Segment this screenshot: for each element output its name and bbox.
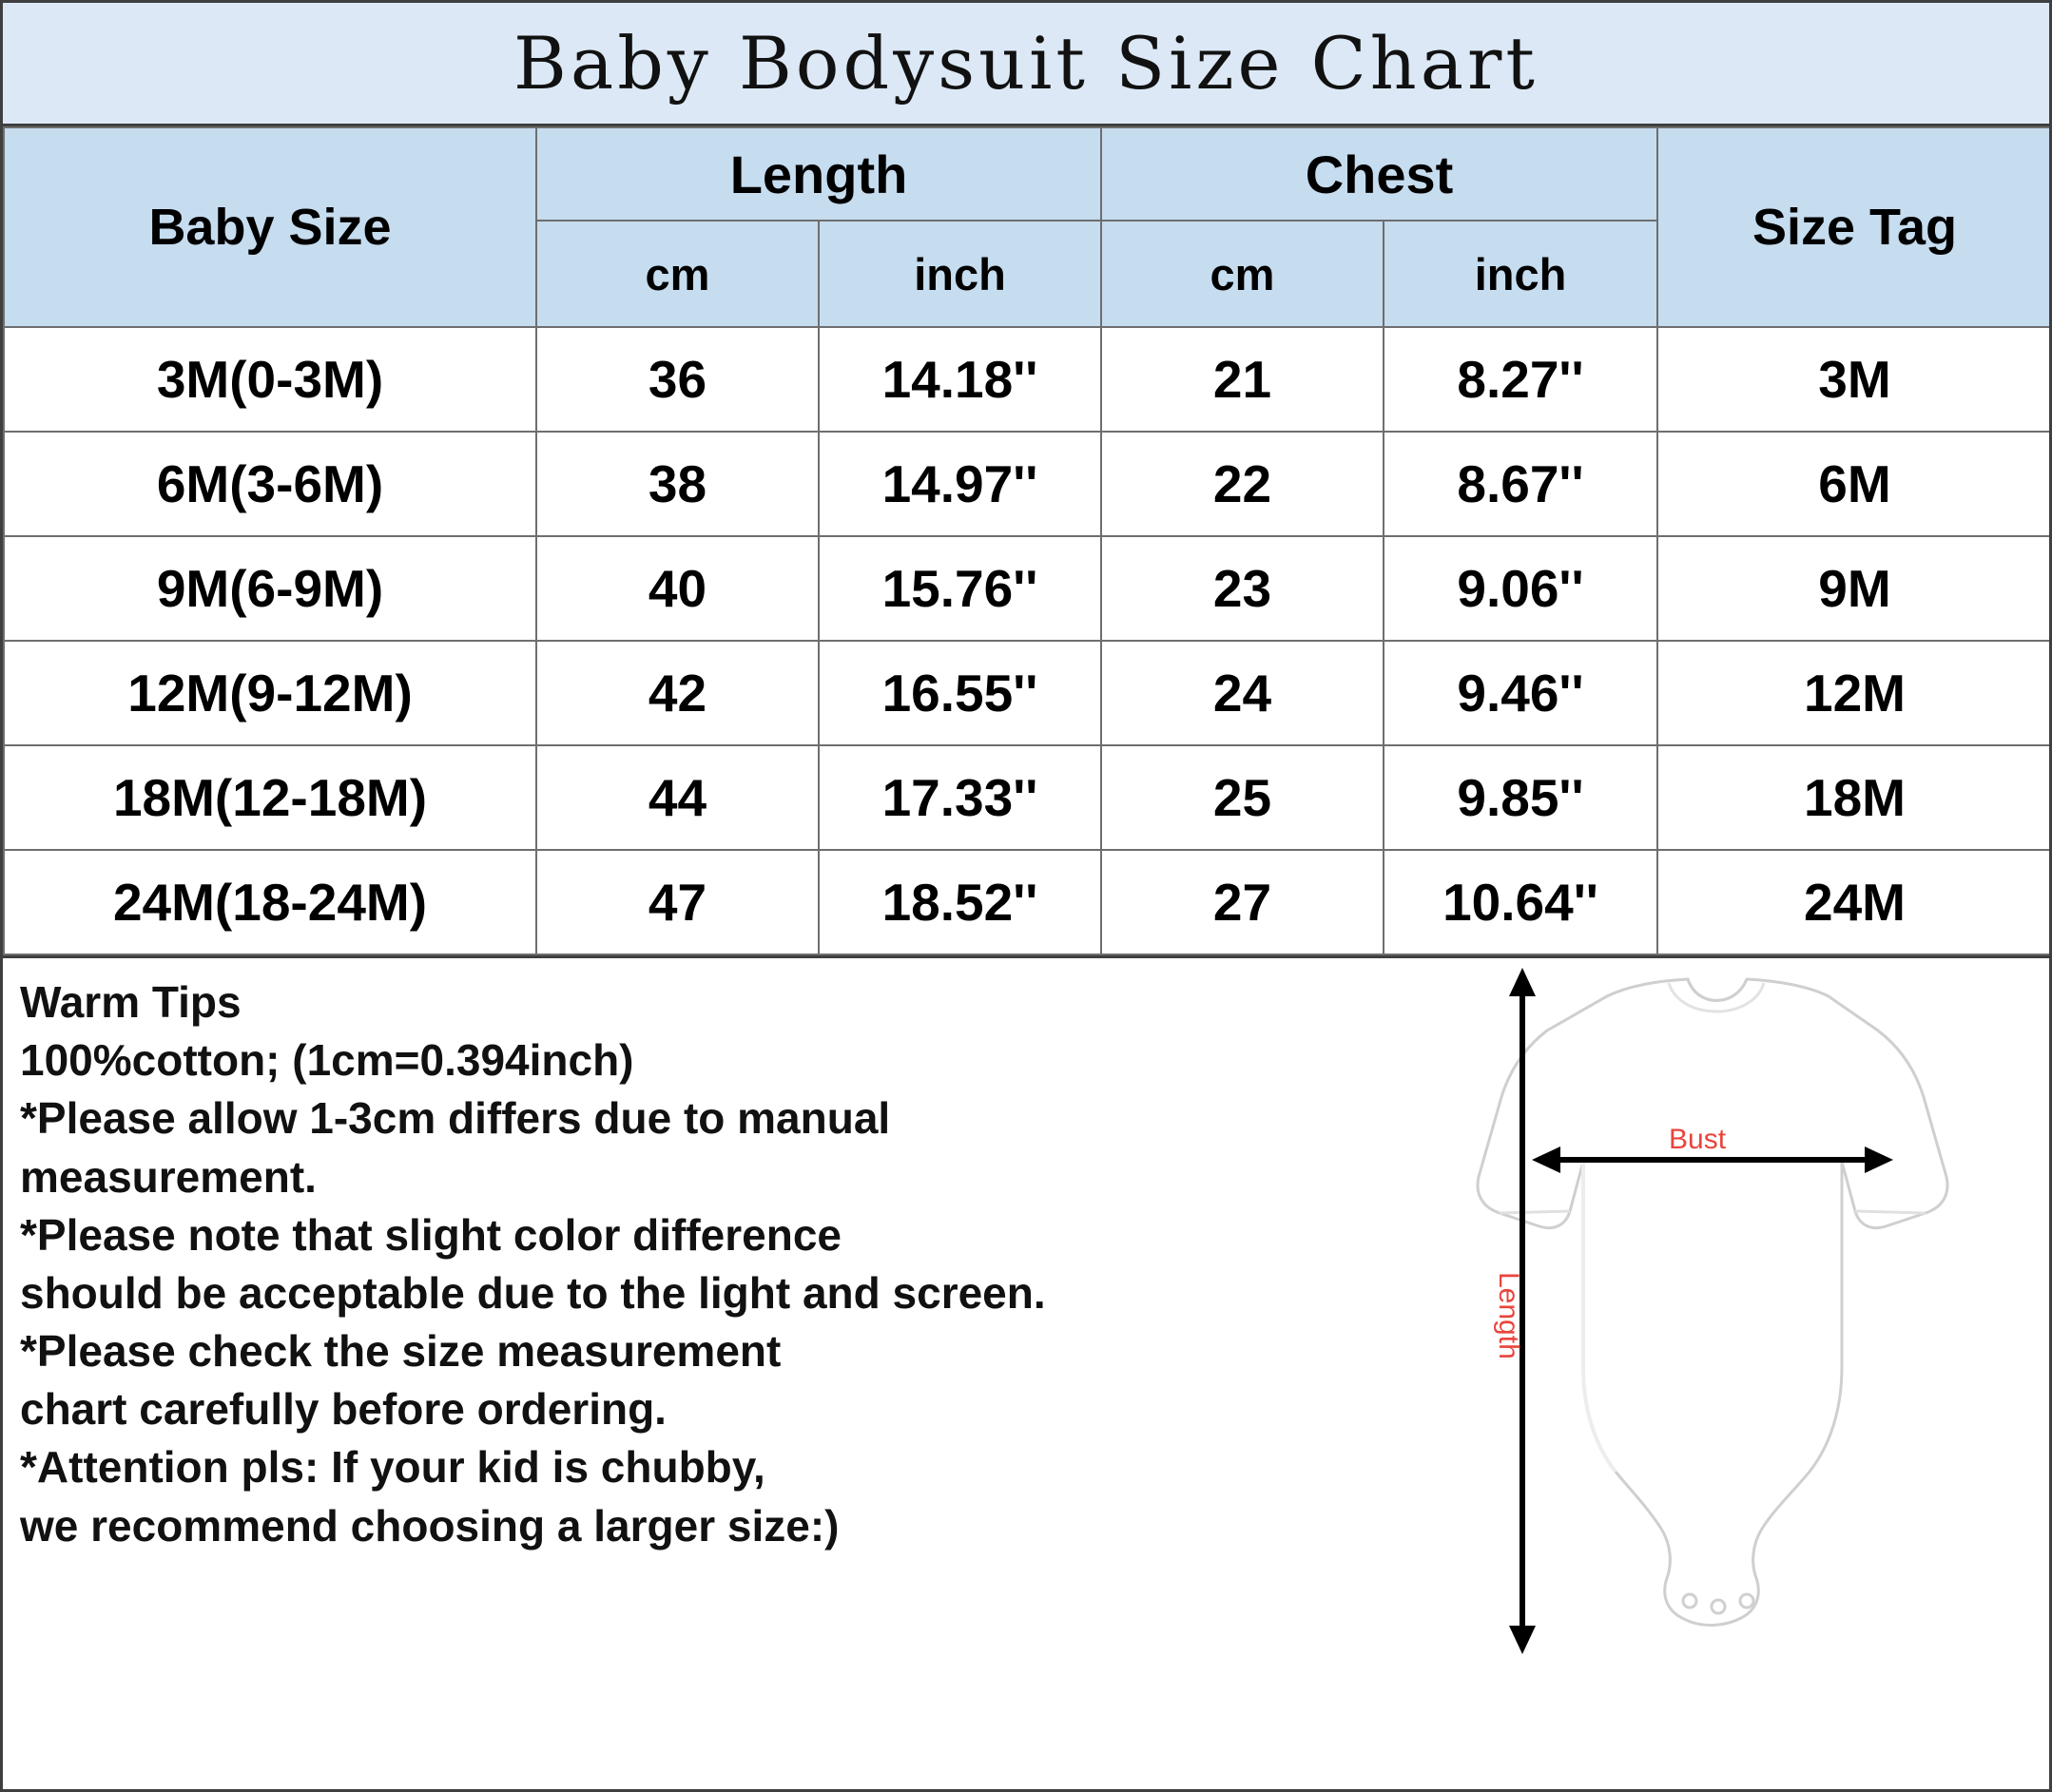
header-size-tag: Size Tag (1657, 127, 2052, 327)
bodysuit-illustration-svg (1384, 958, 2049, 1785)
length-label: Length (1493, 1272, 1524, 1359)
cell-chest-cm: 23 (1101, 536, 1384, 641)
cell-chest-inch: 9.85'' (1384, 745, 1657, 850)
cell-length-cm: 40 (536, 536, 819, 641)
cell-length-cm: 47 (536, 850, 819, 954)
table-row (4, 850, 2052, 954)
cell-chest-cm: 25 (1101, 745, 1384, 850)
cell-baby-size: 12M(9-12M) (4, 641, 536, 745)
cell-baby-size: 3M(0-3M) (4, 327, 536, 432)
header-chest-cm: cm (1101, 221, 1384, 327)
cell-chest-inch: 8.67'' (1384, 432, 1657, 536)
table-row (4, 745, 2052, 850)
cell-chest-inch: 10.64'' (1384, 850, 1657, 954)
bodysuit-diagram (1384, 958, 2049, 1792)
cell-size-tag: 12M (1657, 641, 2052, 745)
warm-tips-line: should be acceptable due to the light and screen. (20, 1267, 1046, 1318)
table-row (4, 327, 2052, 432)
cell-chest-inch: 9.06'' (1384, 536, 1657, 641)
page-title: Baby Bodysuit Size Chart (513, 21, 1539, 106)
cell-length-cm: 38 (536, 432, 819, 536)
size-table (3, 126, 2052, 955)
warm-tips-line: 100%cotton; (1cm=0.394inch) (20, 1035, 634, 1086)
warm-tips-line: *Please check the size measurement (20, 1326, 782, 1377)
header-length-cm: cm (536, 221, 819, 327)
cell-chest-inch: 8.27'' (1384, 327, 1657, 432)
warm-tips-line: we recommend choosing a larger size:) (20, 1500, 840, 1551)
warm-tips-line: *Please note that slight color difference (20, 1209, 842, 1260)
table-head (4, 127, 2052, 327)
cell-length-cm: 42 (536, 641, 819, 745)
header-chest: Chest (1101, 127, 1657, 221)
cell-baby-size: 9M(6-9M) (4, 536, 536, 641)
cell-size-tag: 6M (1657, 432, 2052, 536)
table-row (4, 641, 2052, 745)
cell-size-tag: 9M (1657, 536, 2052, 641)
table-header-row-groups (4, 127, 2052, 221)
cell-baby-size: 24M(18-24M) (4, 850, 536, 954)
cell-length-inch: 17.33'' (819, 745, 1101, 850)
cell-size-tag: 3M (1657, 327, 2052, 432)
warm-tips-line: measurement. (20, 1151, 317, 1202)
cell-size-tag: 18M (1657, 745, 2052, 850)
bottom-section (3, 955, 2049, 1792)
table-body (4, 327, 2052, 954)
header-baby-size: Baby Size (4, 127, 536, 327)
warm-tips-heading: Warm Tips (20, 977, 242, 1027)
cell-length-inch: 16.55'' (819, 641, 1101, 745)
warm-tips-line: *Please allow 1-3cm differs due to manual (20, 1093, 891, 1144)
cell-chest-inch: 9.46'' (1384, 641, 1657, 745)
bodysuit-shape (1478, 979, 1947, 1626)
cell-length-inch: 14.97'' (819, 432, 1101, 536)
warm-tips-line: chart carefully before ordering. (20, 1384, 667, 1435)
cell-chest-cm: 27 (1101, 850, 1384, 954)
cell-length-inch: 18.52'' (819, 850, 1101, 954)
header-length: Length (536, 127, 1101, 221)
bust-label: Bust (1669, 1124, 1727, 1155)
cell-chest-cm: 22 (1101, 432, 1384, 536)
header-length-inch: inch (819, 221, 1101, 327)
header-chest-inch: inch (1384, 221, 1657, 327)
table-row (4, 432, 2052, 536)
cell-chest-cm: 21 (1101, 327, 1384, 432)
cell-length-cm: 36 (536, 327, 819, 432)
warm-tips-block (3, 958, 1384, 1792)
cell-length-inch: 14.18'' (819, 327, 1101, 432)
cell-baby-size: 6M(3-6M) (4, 432, 536, 536)
cell-size-tag: 24M (1657, 850, 2052, 954)
cell-baby-size: 18M(12-18M) (4, 745, 536, 850)
cell-length-cm: 44 (536, 745, 819, 850)
table-row (4, 536, 2052, 641)
warm-tips-line: *Attention pls: If your kid is chubby, (20, 1442, 765, 1493)
cell-length-inch: 15.76'' (819, 536, 1101, 641)
cell-chest-cm: 24 (1101, 641, 1384, 745)
chart-title-bar (3, 3, 2049, 126)
